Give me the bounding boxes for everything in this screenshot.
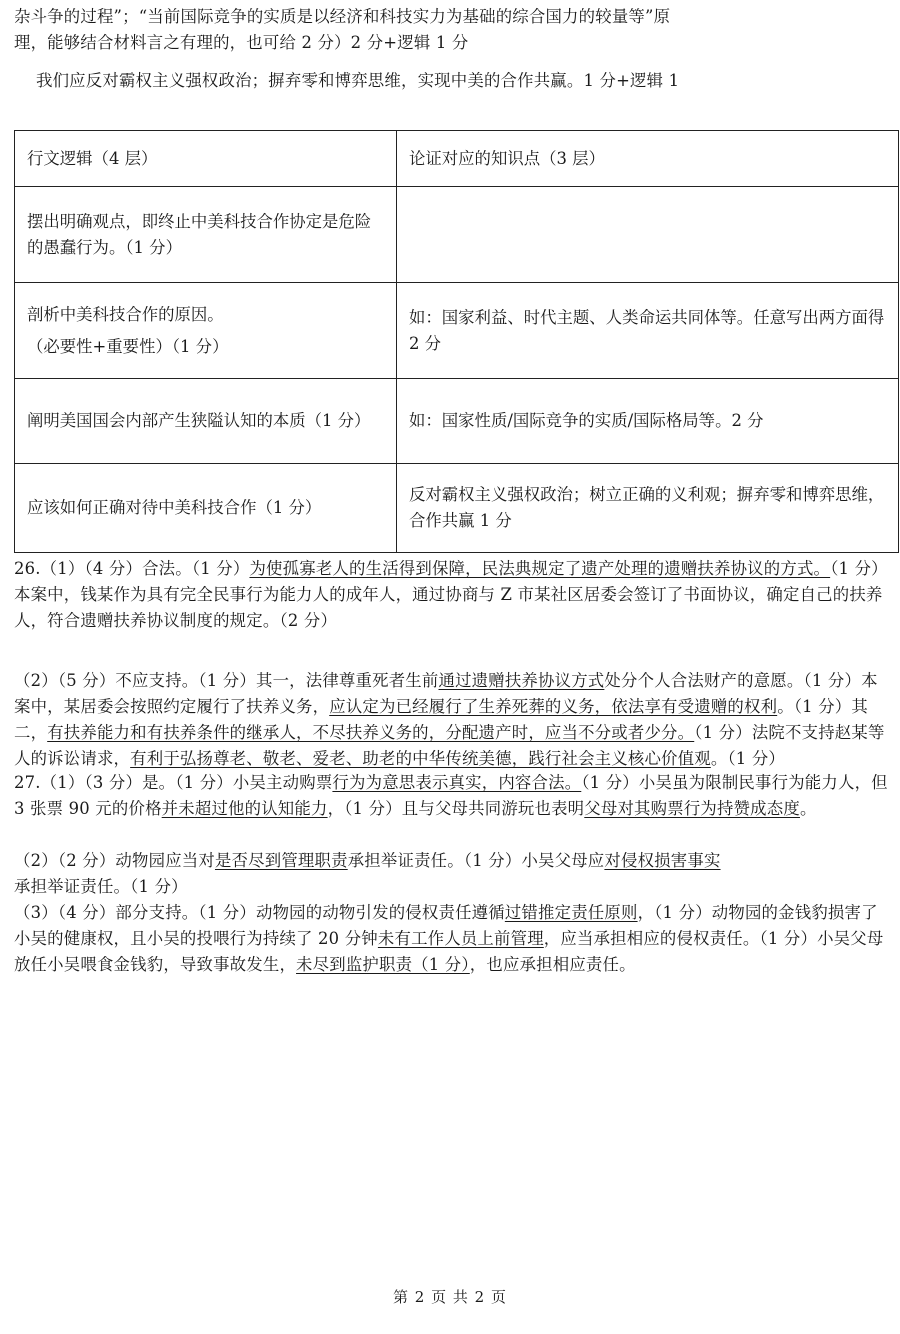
intro-block bbox=[14, 0, 888, 94]
text-run: （2）（5 分）不应支持。（1 分）其一，法律尊重死者生前 bbox=[14, 671, 439, 690]
table-row bbox=[15, 464, 899, 553]
underlined-key-point: 并未超过他的认知能力 bbox=[161, 799, 328, 818]
underlined-key-point: 有利于弘扬尊老、敬老、爱老、助老的中华传统美德，践行社会主义核心价值观 bbox=[130, 749, 711, 768]
answer-27-part-2 bbox=[14, 848, 894, 900]
text-run: （1 分）小吴虽为限制民事行为能力人，但 3 张票 90 元的价格 bbox=[14, 773, 888, 818]
text-run: （1 分）本案中，钱某作为具有完全民事行为能力人的成年人，通过协商与 Z 市某社区居委会签订了书面协议，确定自己的扶养人，符合遗赠扶养协议制度的规定。（2 分） bbox=[14, 559, 888, 630]
underlined-key-point: 有扶养能力和有扶养条件的继承人，不尽扶养义务的，分配遗产时，应当不分或者少分。 bbox=[47, 723, 695, 742]
text-run: 。（1 分）其二， bbox=[14, 697, 868, 742]
row-1-knowledge bbox=[397, 187, 899, 283]
answer-26-part-1 bbox=[14, 556, 894, 634]
text-run: 处分个人合法财产的意愿。（1 分）本案中，某居委会按照约定履行了扶养义务， bbox=[14, 671, 878, 716]
intro-line-1: 杂斗争的过程”；“当前国际竞争的实质是以经济和科技实力为基础的综合国力的较量等”原 bbox=[14, 7, 671, 26]
underlined-key-point: 对侵权损害事实 bbox=[604, 851, 721, 870]
text-run: 承担举证责任。（1 分） bbox=[14, 877, 188, 896]
text-run: 。（1 分） bbox=[710, 749, 786, 768]
row-2-logic-a: 剖析中美科技合作的原因。 bbox=[27, 304, 224, 324]
table-row bbox=[15, 379, 899, 464]
answer-27-part-1 bbox=[14, 770, 894, 822]
row-2-knowledge: 如：国家利益、时代主题、人类命运共同体等。任意写出两方面得 2 分 bbox=[397, 283, 899, 379]
underlined-key-point: 是否尽到管理职责 bbox=[214, 851, 348, 870]
text-run: 承担举证责任。（1 分）小吴父母应 bbox=[347, 851, 605, 870]
row-3-knowledge: 如：国家性质/国际竞争的实质/国际格局等。2 分 bbox=[397, 379, 899, 464]
scoring-table bbox=[14, 130, 899, 553]
answer-27-part-3 bbox=[14, 900, 894, 978]
table-row bbox=[15, 187, 899, 283]
underlined-key-point: 应认定为已经履行了生养死葬的义务，依法享有受遗赠的权利 bbox=[329, 697, 778, 716]
underlined-key-point: 行为为意思表示真实，内容合法。 bbox=[332, 773, 582, 792]
text-run: ，也应承担相应责任。 bbox=[469, 955, 636, 974]
underlined-key-point: 通过遗赠扶养协议方式 bbox=[438, 671, 605, 690]
table-row bbox=[15, 283, 899, 379]
text-run: 27.（1）（3 分）是。（1 分）小吴主动购票 bbox=[14, 773, 333, 792]
row-2-logic bbox=[15, 283, 397, 379]
underlined-key-point: 未尽到监护职责（1 分） bbox=[296, 955, 470, 974]
row-4-logic: 应该如何正确对待中美科技合作（1 分） bbox=[15, 464, 397, 553]
text-run: ，（1 分）动物园的金钱豹损害了小吴的健康权，且小吴的投喂行为持续了 20 分钟 bbox=[14, 903, 878, 948]
text-run: （3）（4 分）部分支持。（1 分）动物园的动物引发的侵权责任遵循 bbox=[14, 903, 505, 922]
text-run: ，（1 分）且与父母共同游玩也表明 bbox=[327, 799, 585, 818]
underlined-key-point: 父母对其购票行为持赞成态度 bbox=[584, 799, 800, 818]
page-number-footer: 第 2 页 共 2 页 bbox=[393, 1288, 507, 1306]
row-1-logic: 摆出明确观点，即终止中美科技合作协定是危险的愚蠢行为。（1 分） bbox=[15, 187, 397, 283]
header-knowledge: 论证对应的知识点（3 层） bbox=[397, 131, 899, 187]
text-run: 。 bbox=[799, 799, 817, 818]
text-run: （2）（2 分）动物园应当对 bbox=[14, 851, 215, 870]
row-4-knowledge: 反对霸权主义强权政治；树立正确的义利观；摒弃零和博弈思维，合作共赢 1 分 bbox=[397, 464, 899, 553]
header-logic: 行文逻辑（4 层） bbox=[15, 131, 397, 187]
underlined-key-point: 未有工作人员上前管理 bbox=[377, 929, 544, 948]
row-3-logic: 阐明美国国会内部产生狭隘认知的本质（1 分） bbox=[15, 379, 397, 464]
intro-line-2: 理，能够结合材料言之有理的，也可给 2 分）2 分+逻辑 1 分 bbox=[14, 33, 469, 52]
text-run: ，应当承担相应的侵权责任。（1 分）小吴父母放任小吴喂食金钱豹，导致事故发生， bbox=[14, 929, 884, 974]
text-run: （1 分）法院不支持赵某等人的诉讼请求， bbox=[14, 723, 885, 768]
underlined-key-point: 过错推定责任原则 bbox=[504, 903, 638, 922]
table-header-row bbox=[15, 131, 899, 187]
text-run: 26.（1）（4 分）合法。（1 分） bbox=[14, 559, 250, 578]
answer-26-part-2 bbox=[14, 668, 894, 772]
intro-line-3: 我们应反对霸权主义强权政治；摒弃零和博弈思维，实现中美的合作共赢。1 分+逻辑 1 bbox=[36, 71, 680, 90]
row-2-logic-b: （必要性+重要性）（1 分） bbox=[27, 336, 229, 356]
underlined-key-point: 为使孤寡老人的生活得到保障，民法典规定了遗产处理的遗赠扶养协议的方式。 bbox=[249, 559, 831, 578]
